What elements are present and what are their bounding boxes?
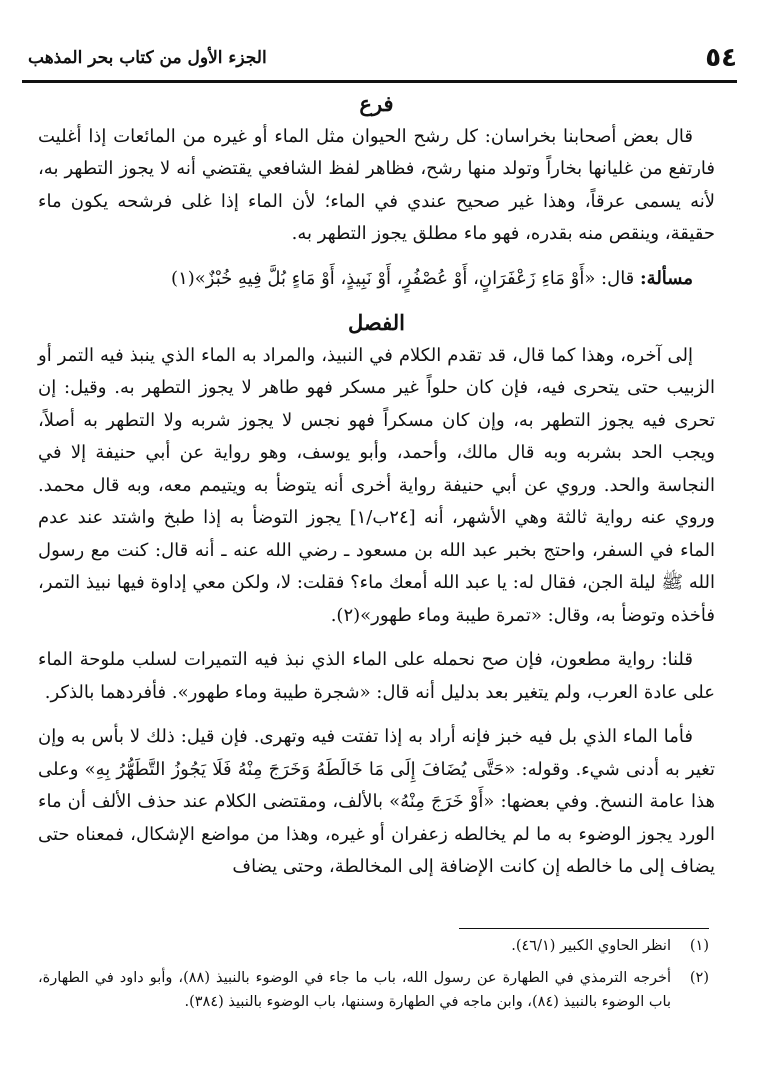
footnote-number: (١) <box>689 938 709 954</box>
footnote-text: أخرجه الترمذي في الطهارة عن رسول الله، باب ما جاء في الوضوء بالنبيذ (٨٨)، وأبو داود في الطهارة، باب الوضوء بالنبيذ (٨٤)، وابن ماجه في الطهارة وسننها، باب الوضوء بالنبيذ (٣٨٤). <box>38 970 672 1010</box>
paragraph-fasl-3: فأما الماء الذي بل فيه خبز فإنه أراد به إذا تفتت فيه وتهرى. فإن قيل: ذلك لا بأس به وإن تغير به أدنى شيء. وقوله: «حَتَّى يُضَافَ إِلَى مَا خَالَطَهُ وَخَرَجَ مِنْهُ فَلَا يَجُوزُ التَّطَهُّرُ بِهِ» وعلى هذا عامة النسخ. وفي بعضها: «أَوْ خَرَجَ مِنْهُ» بالألف، ومقتضى الكلام عند حذف الألف أن ماء الورد يجوز الوضوء به ما لم يخالطه زعفران أو غيره، وهذا من مواضع الإشكال، فمعناه حتى يضاف إلى ما خالطه إن كانت الإضافة إلى المخالطة، وحتى يضاف <box>38 726 715 877</box>
spacer <box>38 251 715 263</box>
page-number: ٥٤ <box>705 43 737 73</box>
masala-paragraph <box>38 263 715 296</box>
paragraph-fasl-2: قلنا: رواية مطعون، فإن صح نحمله على الماء الذي نبذ فيه التميرات لسلب ملوحة الماء على عادة العرب، ولم يتغير بعد بدليل أنه قال: «شجرة طيبة وماء طهور». فأفردهما بالذكر. <box>38 649 715 703</box>
paragraph-fasl-1: إلى آخره، وهذا كما قال، قد تقدم الكلام في النبيذ، والمراد به الماء الذي ينبذ فيه التمر أو الزبيب حتى يتحرى فيه، فإن كان حلواً غير مسكر فهو طاهر لا يجوز التطهر به. وقيل: إن تحرى فيه يجوز التطهر به، وإن كان مسكراً فهو نجس لا يجوز شربه ولا التطهر به أصلاً، ويجب الحد بشربه وبه قال مالك، وأحمد، وأبو يوسف، وهو رواية عن أبي حنيفة إلا في النجاسة والحد. وروي عن أبي حنيفة رواية أخرى أنه يتوضأ به ويتيمم معه، وبه قال محمد. وروي عنه رواية ثالثة وهي الأشهر، أنه [٢٤ب/١] يجوز التوضأ به إذا طبخ واشتد عند عدم الماء في السفر، واحتج بخبر عبد الله بن مسعود ـ رضي الله عنه ـ أنه قال: كنت مع رسول الله ﷺ ليلة الجن، فقال له: يا عبد الله أمعك ماء؟ فقلت: لا، ولكن معي إداوة فيها نبيذ التمر، فأخذه وتوضأ به، وقال: «تمرة طيبة وماء طهور»(٢). <box>38 344 715 626</box>
header-rule <box>22 80 737 83</box>
spacer <box>38 632 715 644</box>
running-title: الجزء الأول من كتاب بحر المذهب <box>28 48 267 68</box>
paragraph-far: قال بعض أصحابنا بخراسان: كل رشح الحيوان مثل الماء أو غيره من المائعات إذا أغليت فارتفع من غليانها بخاراً وتولد منها رشح، فظاهر لفظ الشافعي يقتضي أنه لا يجوز التطهر به، لأنه يسمى عرقاً، وهذا غير صحيح عندي في الماء؛ لأن الماء إذا غلى فرشحه يكون ماء حقيقة، وينقص منه بقدره، فهو ماء مطلق يجوز التطهر به. <box>38 125 715 244</box>
footnote-rule <box>459 928 709 929</box>
footnotes <box>38 934 709 1022</box>
spacer <box>38 295 715 307</box>
main-text <box>38 88 715 884</box>
page-header <box>28 40 737 76</box>
section-heading-far: فرع <box>359 91 394 116</box>
spacer <box>38 709 715 721</box>
footnote-2 <box>38 966 709 1014</box>
masala-label: مسألة: <box>640 267 693 289</box>
section-heading-fasl: الفصل <box>348 310 405 335</box>
footnote-1 <box>38 934 709 958</box>
footnote-text: انظر الحاوي الكبير (٤٦/١). <box>511 938 671 954</box>
masala-text: قال: «أَوْ مَاءِ زَعْفَرَانٍ، أَوْ عُصْفُرٍ، أَوْ نَبِيذٍ، أَوْ مَاءٍ بُلَّ فِيهِ خُبْزٌ»(١) <box>171 267 635 289</box>
footnote-number: (٢) <box>689 970 709 986</box>
